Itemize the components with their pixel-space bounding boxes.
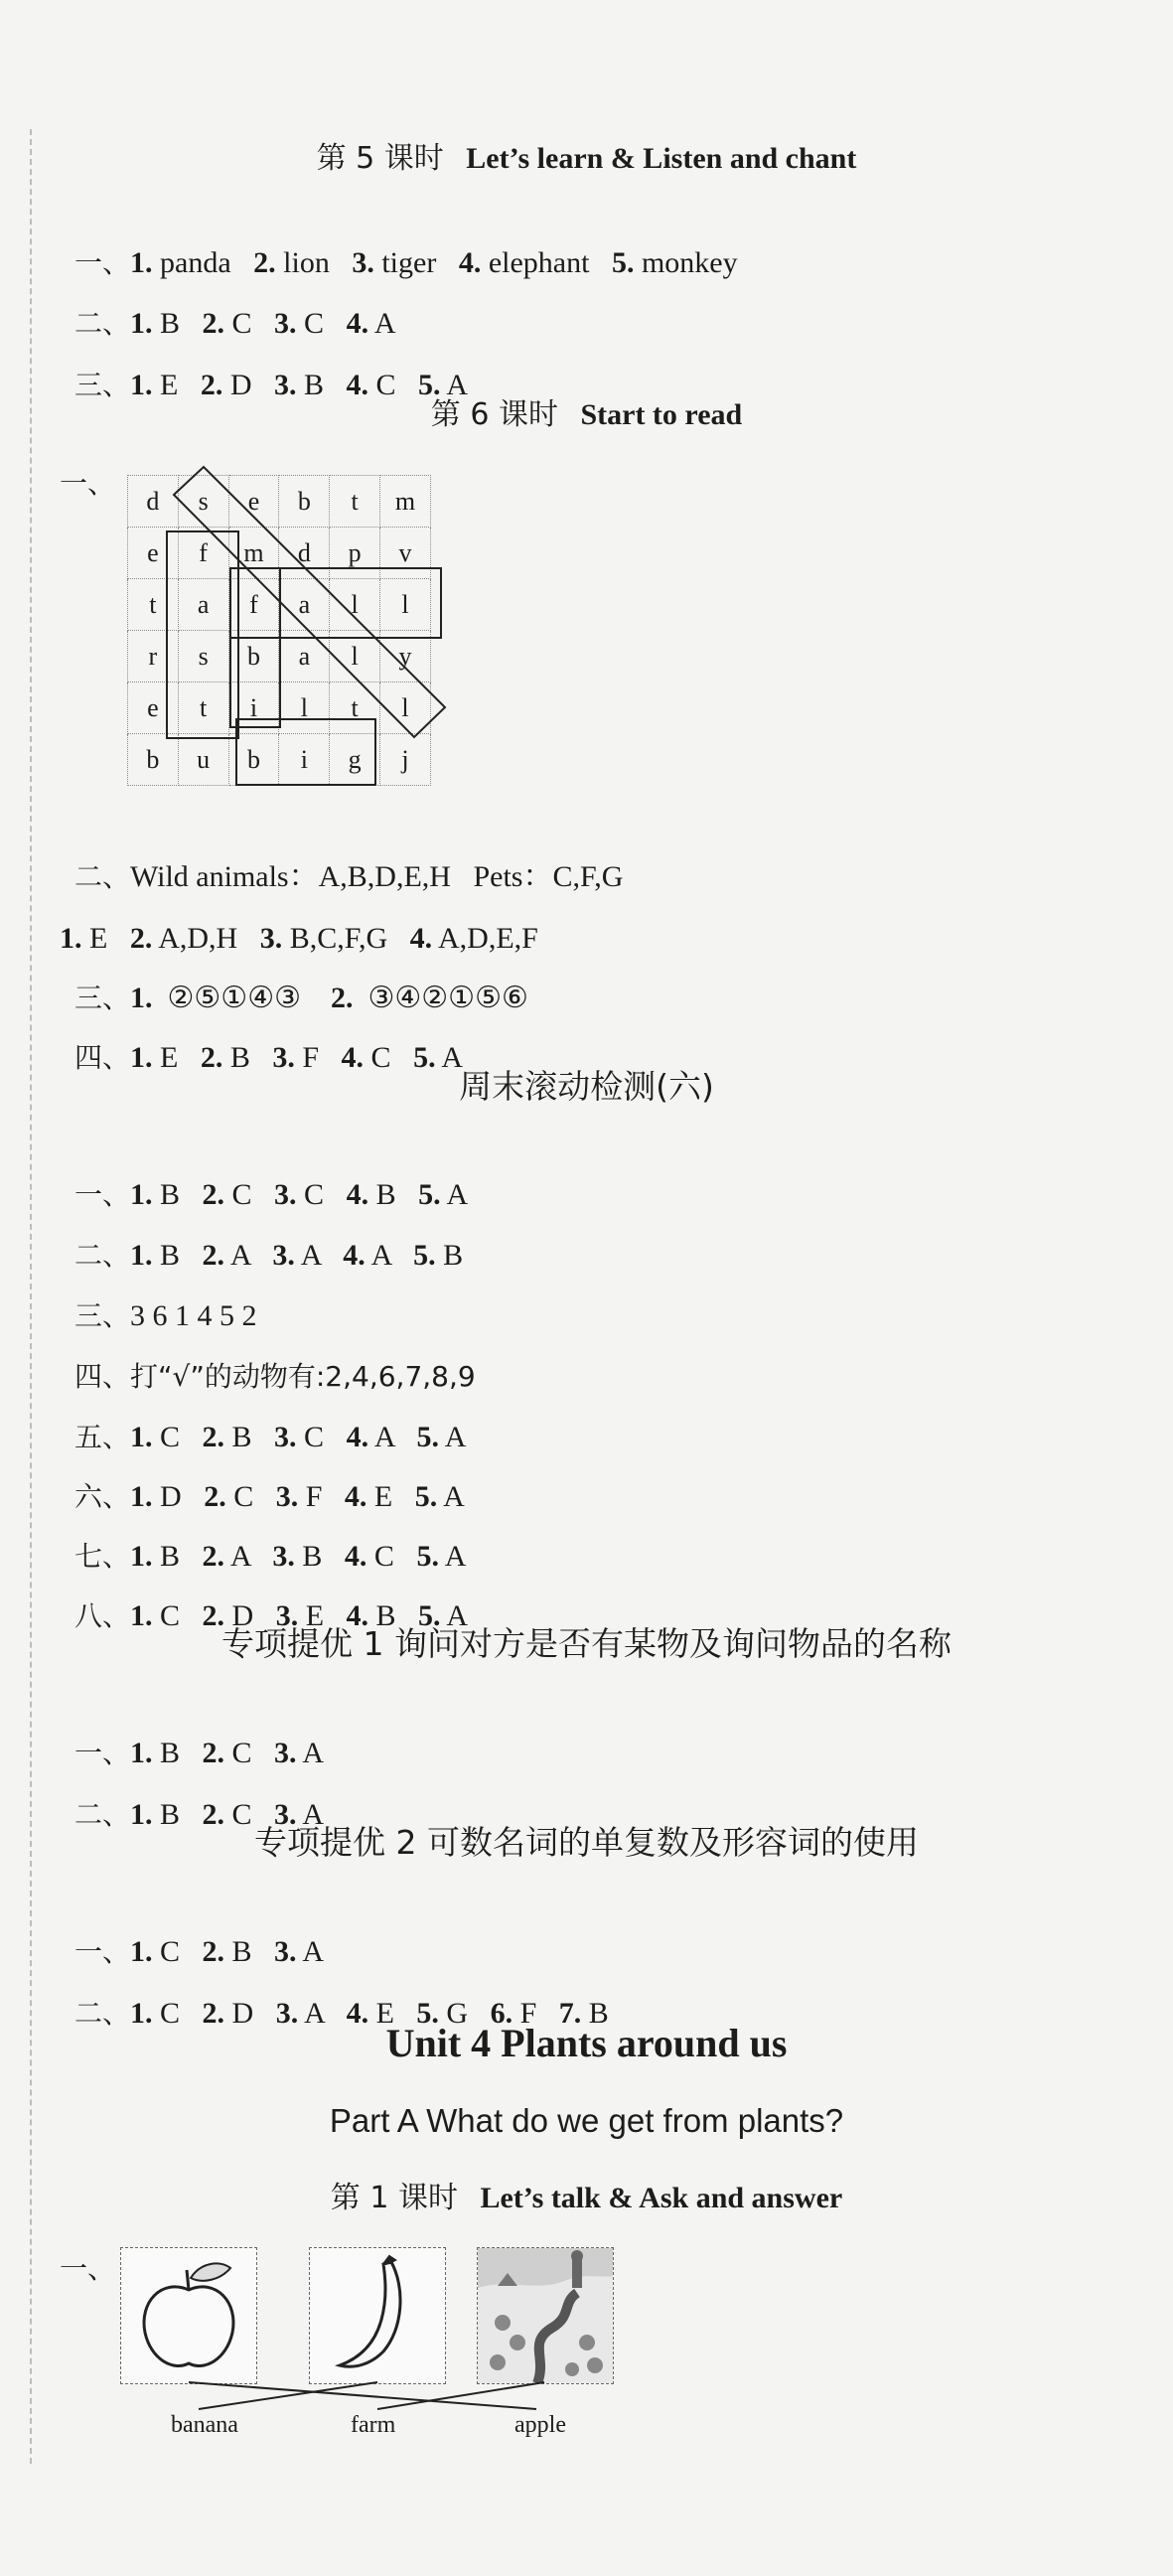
lesson6-row3: 三、1. ②⑤①④③ 2. ③④②①⑤⑥ — [74, 982, 528, 1014]
match-word-apple: apple — [514, 2412, 566, 2438]
grid-cell: l — [279, 682, 330, 734]
grid-cell: m — [228, 528, 279, 579]
lesson6-heading: 第 6 课时 Start to read — [430, 397, 743, 432]
apple-picture — [120, 2247, 257, 2384]
weekly-row7: 七、1. B 2. A 3. B 4. C 5. A — [74, 1540, 467, 1573]
grid-cell: l — [330, 631, 380, 682]
grid-cell: p — [330, 528, 380, 579]
grid-cell: y — [379, 631, 430, 682]
special2-title: 专项提优 2 可数名词的单复数及形容词的使用 — [254, 1823, 919, 1862]
grid-cell: b — [128, 734, 179, 786]
grid-cell: l — [330, 579, 380, 631]
grid-cell: d — [128, 476, 179, 528]
grid-cell: a — [178, 579, 228, 631]
grid-cell: g — [330, 734, 380, 786]
grid-row — [128, 734, 431, 786]
weekly-row5: 五、1. C 2. B 3. C 4. A 5. A — [74, 1421, 467, 1453]
grid-cell: s — [178, 476, 228, 528]
weekly-test-title: 周末滚动检测(六) — [459, 1067, 714, 1106]
weekly-row6: 六、1. D 2. C 3. F 4. E 5. A — [74, 1480, 465, 1513]
grid-cell: f — [228, 579, 279, 631]
match-line-apple — [189, 2382, 536, 2409]
weekly-row3: 三、3 6 1 4 5 2 — [74, 1299, 257, 1332]
grid-row — [128, 682, 431, 734]
unit-title: Unit 4 Plants around us — [385, 2021, 788, 2065]
special1-row2: 二、1. B 2. C 3. A — [74, 1798, 325, 1831]
weekly-row2: 二、1. B 2. A 3. A 4. A 5. B — [74, 1239, 464, 1272]
lesson5-row3: 三、1. E 2. D 3. B 4. C 5. A — [74, 369, 469, 401]
special1-row1: 一、1. B 2. C 3. A — [74, 1737, 325, 1769]
grid-cell: m — [379, 476, 430, 528]
lesson6-row2: 二、Wild animals：A,B,D,E,H Pets：C,F,G — [74, 860, 624, 893]
lesson5-row1: 一、1. panda 2. lion 3. tiger 4. elephant 5. monkey — [74, 246, 738, 279]
grid-cell: j — [379, 734, 430, 786]
weekly-row8: 八、1. C 2. D 3. E 4. B 5. A — [74, 1599, 469, 1632]
word-search-grid — [127, 475, 431, 786]
unit4-lesson1-heading: 第 1 课时 Let’s talk & Ask and answer — [330, 2181, 843, 2215]
apple-icon — [121, 2248, 256, 2383]
special2-row2: 二、1. C 2. D 3. A 4. E 5. G 6. F 7. B — [74, 1997, 609, 2030]
special2-row1: 一、1. C 2. B 3. A — [74, 1935, 325, 1968]
grid-cell: t — [178, 682, 228, 734]
farm-picture — [477, 2247, 614, 2384]
grid-cell: b — [279, 476, 330, 528]
weekly-row4: 四、打“√”的动物有:2,4,6,7,8,9 — [74, 1360, 476, 1393]
grid-row — [128, 528, 431, 579]
grid-cell: t — [330, 682, 380, 734]
lesson5-row2: 二、1. B 2. C 3. C 4. A — [74, 307, 396, 340]
match-word-farm: farm — [351, 2412, 396, 2438]
grid-cell: l — [379, 579, 430, 631]
lesson5-heading: 第 5 课时 Let’s learn & Listen and chant — [316, 141, 857, 176]
grid-label: 一、 — [60, 467, 116, 500]
grid-cell: d — [279, 528, 330, 579]
farm-icon — [478, 2248, 613, 2383]
pictures-label: 一、 — [60, 2252, 116, 2285]
grid-cell: e — [128, 528, 179, 579]
grid-cell: u — [178, 734, 228, 786]
grid-cell: e — [128, 682, 179, 734]
grid-row — [128, 579, 431, 631]
grid-cell: r — [128, 631, 179, 682]
part-title: Part A What do we get from plants? — [329, 2102, 844, 2139]
lesson6-row4: 四、1. E 2. B 3. F 4. C 5. A — [74, 1041, 464, 1074]
grid-cell: a — [279, 631, 330, 682]
match-line-farm — [377, 2382, 544, 2409]
banana-picture — [309, 2247, 446, 2384]
grid-cell: t — [330, 476, 380, 528]
match-line-banana — [199, 2382, 377, 2409]
grid-cell: a — [279, 579, 330, 631]
grid-cell: b — [228, 631, 279, 682]
banana-icon — [310, 2248, 445, 2383]
grid-cell: l — [379, 682, 430, 734]
grid-cell: v — [379, 528, 430, 579]
grid-cell: s — [178, 631, 228, 682]
grid-cell: b — [228, 734, 279, 786]
lesson6-row2b: 1. E 2. A,D,H 3. B,C,F,G 4. A,D,E,F — [60, 922, 538, 955]
grid-cell: e — [228, 476, 279, 528]
grid-row — [128, 631, 431, 682]
grid-cell: i — [279, 734, 330, 786]
grid-row — [128, 476, 431, 528]
grid-cell: f — [178, 528, 228, 579]
grid-cell: i — [228, 682, 279, 734]
special1-title: 专项提优 1 询问对方是否有某物及询问物品的名称 — [221, 1624, 952, 1663]
grid-cell: t — [128, 579, 179, 631]
weekly-row1: 一、1. B 2. C 3. C 4. B 5. A — [74, 1178, 469, 1211]
match-word-banana: banana — [171, 2412, 238, 2438]
